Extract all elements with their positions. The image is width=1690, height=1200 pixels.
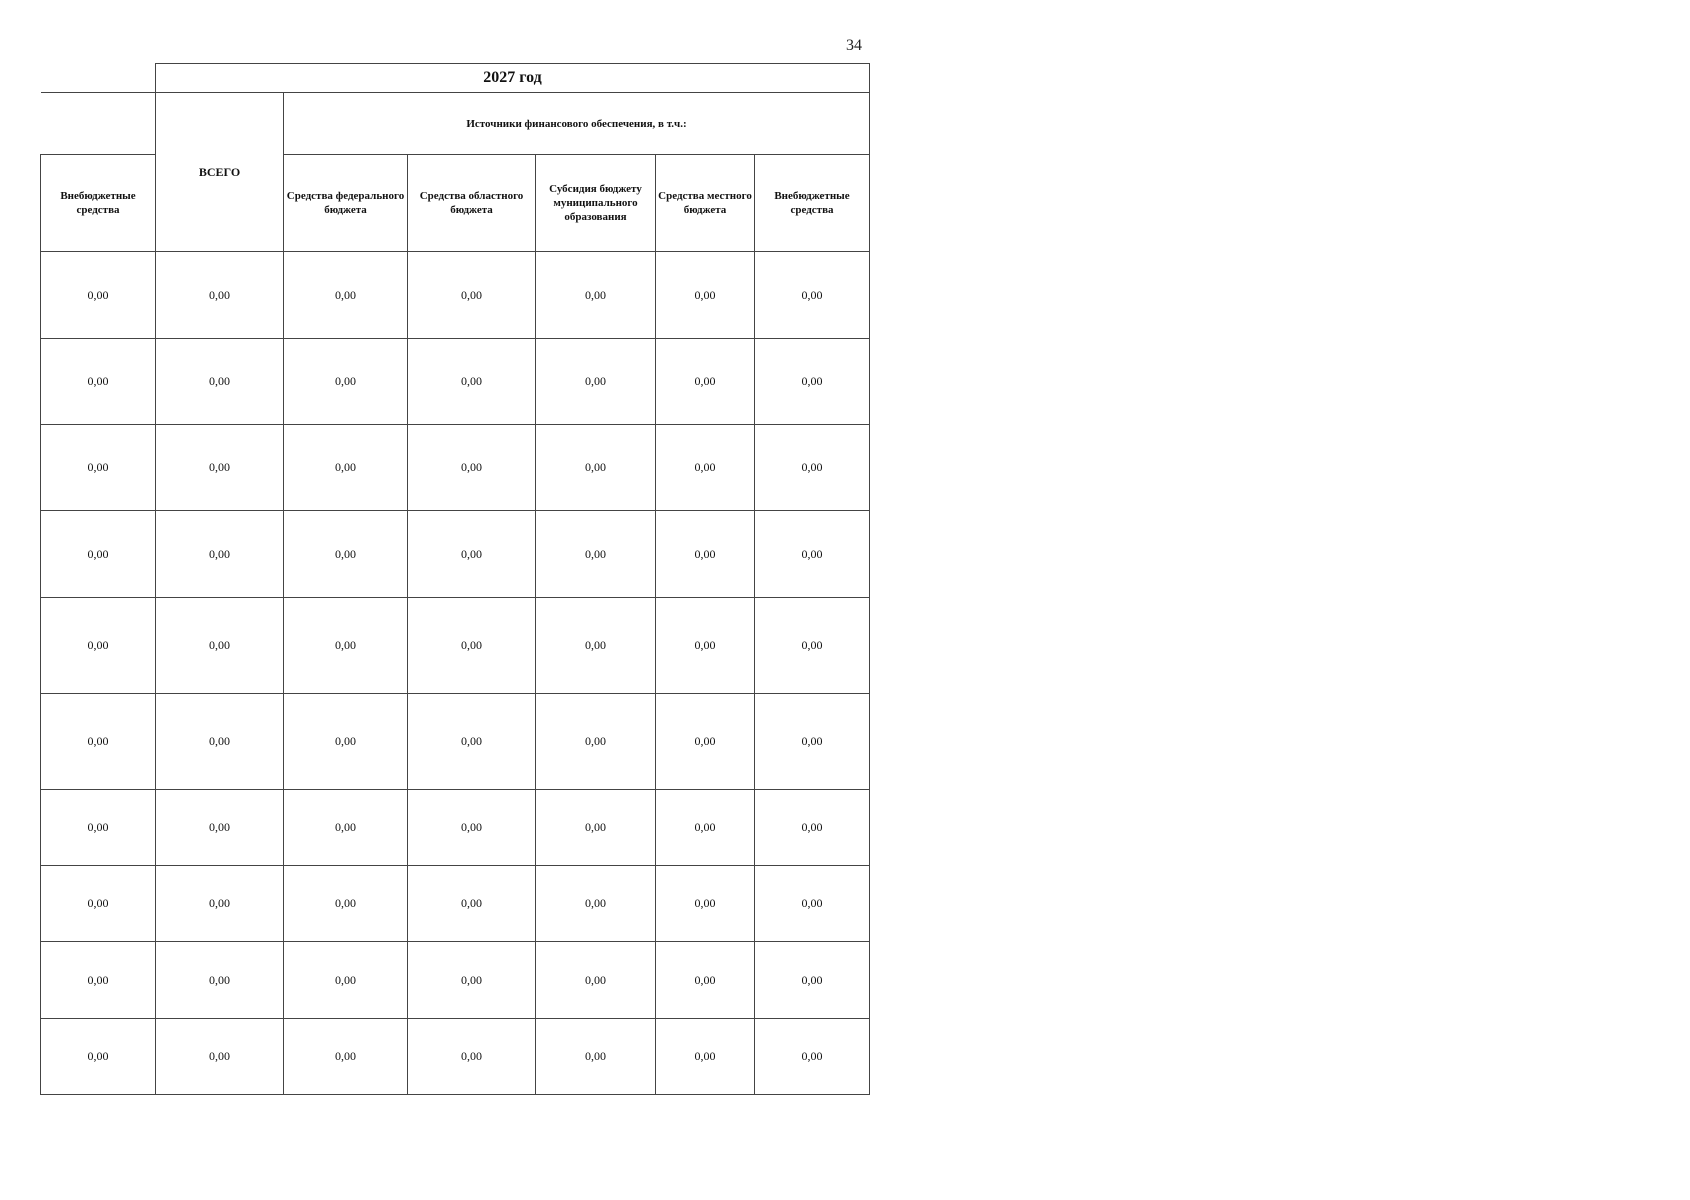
value-cell: 0,00	[755, 1019, 870, 1095]
value-cell: 0,00	[156, 866, 284, 942]
value-cell: 0,00	[536, 339, 656, 425]
municipal-subsidy-header: Субсидия бюджету муниципального образования	[536, 155, 656, 252]
value-cell: 0,00	[656, 790, 755, 866]
blank-header-cell	[41, 93, 156, 155]
value-cell: 0,00	[408, 694, 536, 790]
value-cell: 0,00	[408, 942, 536, 1019]
value-cell: 0,00	[755, 598, 870, 694]
value-cell: 0,00	[656, 511, 755, 598]
local-budget-header: Средства местного бюджета	[656, 155, 755, 252]
value-cell: 0,00	[755, 425, 870, 511]
value-cell: 0,00	[755, 866, 870, 942]
value-cell: 0,00	[408, 425, 536, 511]
value-cell: 0,00	[408, 598, 536, 694]
value-cell: 0,00	[536, 942, 656, 1019]
table-row	[41, 694, 870, 790]
table-row	[41, 511, 870, 598]
value-cell: 0,00	[408, 339, 536, 425]
value-cell: 0,00	[41, 866, 156, 942]
table-row	[41, 339, 870, 425]
value-cell: 0,00	[156, 252, 284, 339]
value-cell: 0,00	[284, 425, 408, 511]
value-cell: 0,00	[536, 1019, 656, 1095]
value-cell: 0,00	[755, 511, 870, 598]
regional-budget-header: Средства областного бюджета	[408, 155, 536, 252]
value-cell: 0,00	[41, 942, 156, 1019]
value-cell: 0,00	[536, 252, 656, 339]
value-cell: 0,00	[284, 252, 408, 339]
value-cell: 0,00	[156, 425, 284, 511]
value-cell: 0,00	[41, 511, 156, 598]
value-cell: 0,00	[284, 790, 408, 866]
value-cell: 0,00	[656, 866, 755, 942]
value-cell: 0,00	[156, 790, 284, 866]
value-cell: 0,00	[755, 942, 870, 1019]
total-header: ВСЕГО	[156, 93, 284, 252]
value-cell: 0,00	[156, 694, 284, 790]
value-cell: 0,00	[656, 942, 755, 1019]
financing-table	[40, 63, 870, 1095]
value-cell: 0,00	[41, 425, 156, 511]
table-row	[41, 598, 870, 694]
value-cell: 0,00	[408, 511, 536, 598]
table-body	[41, 252, 870, 1095]
table-row	[41, 790, 870, 866]
table-row	[41, 252, 870, 339]
value-cell: 0,00	[656, 694, 755, 790]
page-number: 34	[846, 37, 862, 54]
value-cell: 0,00	[536, 598, 656, 694]
value-cell: 0,00	[755, 339, 870, 425]
value-cell: 0,00	[284, 339, 408, 425]
table-row	[41, 942, 870, 1019]
value-cell: 0,00	[656, 425, 755, 511]
value-cell: 0,00	[156, 511, 284, 598]
value-cell: 0,00	[656, 598, 755, 694]
offbudget-funds-header: Внебюджетные средства	[755, 155, 870, 252]
value-cell: 0,00	[156, 942, 284, 1019]
value-cell: 0,00	[656, 339, 755, 425]
value-cell: 0,00	[41, 598, 156, 694]
value-cell: 0,00	[41, 790, 156, 866]
table-row	[41, 425, 870, 511]
value-cell: 0,00	[536, 694, 656, 790]
value-cell: 0,00	[755, 790, 870, 866]
value-cell: 0,00	[284, 694, 408, 790]
value-cell: 0,00	[755, 694, 870, 790]
value-cell: 0,00	[408, 1019, 536, 1095]
table-row	[41, 1019, 870, 1095]
table-row	[41, 866, 870, 942]
value-cell: 0,00	[284, 942, 408, 1019]
offbudget-funds-header: Внебюджетные средства	[41, 155, 156, 252]
year-header: 2027 год	[156, 64, 870, 93]
value-cell: 0,00	[284, 511, 408, 598]
value-cell: 0,00	[536, 425, 656, 511]
value-cell: 0,00	[41, 694, 156, 790]
value-cell: 0,00	[41, 252, 156, 339]
value-cell: 0,00	[408, 866, 536, 942]
value-cell: 0,00	[41, 1019, 156, 1095]
value-cell: 0,00	[284, 866, 408, 942]
value-cell: 0,00	[536, 511, 656, 598]
value-cell: 0,00	[536, 866, 656, 942]
value-cell: 0,00	[156, 598, 284, 694]
value-cell: 0,00	[408, 790, 536, 866]
value-cell: 0,00	[536, 790, 656, 866]
value-cell: 0,00	[284, 1019, 408, 1095]
value-cell: 0,00	[656, 252, 755, 339]
value-cell: 0,00	[156, 1019, 284, 1095]
blank-header-cell	[41, 64, 156, 93]
value-cell: 0,00	[284, 598, 408, 694]
value-cell: 0,00	[755, 252, 870, 339]
federal-budget-header: Средства федерального бюджета	[284, 155, 408, 252]
value-cell: 0,00	[156, 339, 284, 425]
value-cell: 0,00	[656, 1019, 755, 1095]
sources-header: Источники финансового обеспечения, в т.ч.:	[284, 93, 870, 155]
value-cell: 0,00	[408, 252, 536, 339]
value-cell: 0,00	[41, 339, 156, 425]
